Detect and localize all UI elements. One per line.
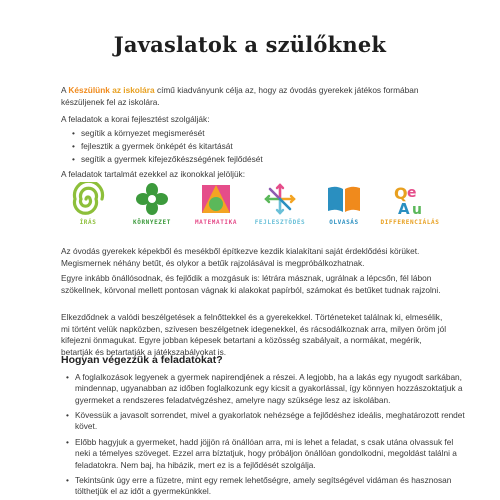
arrows-icon — [263, 182, 297, 216]
icon-legend — [58, 182, 448, 244]
letters-icon — [392, 182, 428, 216]
legend-label: OLVASÁS — [329, 219, 359, 226]
brand-name-2: az iskolára — [112, 85, 155, 95]
intro-paragraph — [61, 85, 451, 108]
legend-item-matematika — [186, 182, 246, 226]
body-paragraph-1: Az óvodás gyerekek képekből és mesékből építkezve kezdik kialakítani saját érdeklődési körüket. Megismernek néhány betűt, és olykor a betűk rajzolásával is megpróbálkozhatnak. — [61, 246, 420, 268]
legend-item-olvasas — [314, 182, 374, 226]
legend-label: ÍRÁS — [79, 219, 97, 226]
legend-item-differencialas — [380, 182, 440, 226]
tasks-intro: A feladatok a korai fejlesztést szolgálják: — [61, 114, 210, 124]
legend-label: KÖRNYEZET — [133, 219, 171, 226]
legend-label: DIFFERENCIÁLÁS — [380, 219, 440, 226]
body-paragraph-3: Elkezdődnek a valódi beszélgetések a felnőttekkel és a gyerekekkel. Történeteket találnak ki, elmesélik, mi történt velük napközben, szívesen beszélgetnek idegenekkel, és rácsodálkoznak arra, milyen öröm jól kifejezni önmagukat. Egyre jobban képesek betartani a közösség szabályait, a normákat, megérik, betartják és betartatják a játékszabályokat is. — [61, 312, 447, 357]
howto-item-4: • Tekintsünk úgy erre a füzetre, mint egy remek lehetőségre, amely segítségével vidáman és hasznosan tölthetjük el az időt a gyermekünkkel. — [66, 475, 465, 498]
intro-rest-1: című kiadványunk célja az, hogy az óvodás gyerekek játékos formában — [154, 85, 419, 95]
icons-intro: A feladatok tartalmát ezekkel az ikonokkal jelöljük: — [61, 169, 246, 179]
spiral-icon — [71, 182, 105, 216]
goals-list — [72, 127, 263, 166]
goal-item: • segítik a gyermek kifejezőkészségének fejlődését — [72, 153, 263, 166]
goal-item: • fejlesztik a gyermek önképét és kitartását — [72, 140, 263, 153]
howto-item-2: • Kövessük a javasolt sorrendet, mivel a gyakorlatok nehézsége a fejlődéshez ideális, meghatározott rendet követ. — [66, 410, 465, 433]
legend-item-iras — [58, 182, 118, 226]
svg-text:A: A — [398, 200, 410, 216]
legend-label: FEJLESZTŐDÉS — [254, 219, 306, 226]
legend-item-kornyezet — [122, 182, 182, 226]
howto-item-3: • Előbb hagyjuk a gyermeket, hadd jöjjön rá önállóan arra, mi is lehet a feladat, s csak utána olvassuk fel neki a témelyes szöveget. Ezzel arra bíztatjuk, hogy próbáljon önállóan gondolkodni, megoldást találni a feladatokra. Nem baj, ha hibázik, mert ez is a fejlődését szolgálja. — [66, 437, 465, 471]
legend-item-fejlesztodes — [250, 182, 310, 226]
flower-icon — [135, 182, 169, 216]
page-title: Javaslatok a szülőknek — [113, 32, 387, 57]
goal-item: • segítik a környezet megismerését — [72, 127, 263, 140]
svg-text:e: e — [407, 185, 417, 201]
svg-text:u: u — [412, 202, 422, 216]
howto-item-1: • A foglalkozások legyenek a gyermek napirendjének a részei. A legjobb, ha a lakás egy nyugodt sarkában, mindennap, ugyanabban az időben foglalkozunk egy kicsit a gyakorlással, így könnyen hozzászoktatjuk a gyermeket a rendszeres feladatvégzéshez, amelyre nagy szüksége lesz az iskolában. — [66, 372, 465, 406]
brand-name-1: Készülünk — [68, 85, 110, 95]
section-heading: Hogyan végezzük a feladatokat? — [61, 354, 223, 366]
intro-rest-2: készüljenek fel az iskolára. — [61, 96, 160, 107]
intro-a: A — [61, 85, 69, 95]
book-icon — [326, 182, 362, 216]
body-paragraph-2: Egyre inkább önállósodnak, és fejlődik a mozgásuk is: létrára másznak, ugrálnak a lépcsőn, fél lábon szökellnek, körvonal mellett pontosan vágnak ki alakokat papírból, számokat és betűket tudnak rajzolni. — [61, 273, 441, 295]
legend-label: MATEMATIKA — [194, 219, 238, 226]
svg-text:Q: Q — [394, 184, 408, 203]
shapes-icon — [199, 182, 233, 216]
